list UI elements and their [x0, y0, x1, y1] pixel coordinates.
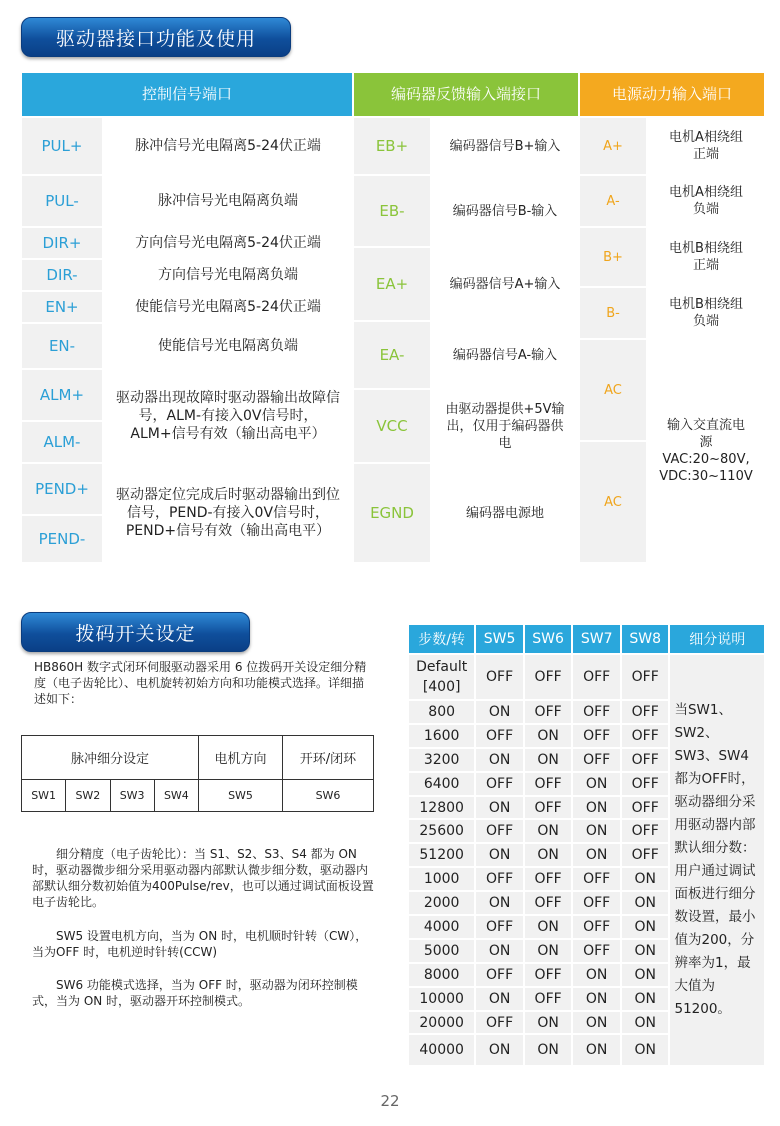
- control-signal-pend-plus: PEND+: [22, 464, 102, 514]
- dip-switch-cell: ON: [525, 844, 572, 866]
- dip-header-2: SW6: [525, 625, 572, 653]
- dip-steps-cell: 12800: [409, 797, 474, 819]
- dip-switch-cell: ON: [573, 797, 620, 819]
- header-encoder: 编码器反馈输入端接口: [354, 73, 578, 116]
- dip-switch-cell: ON: [525, 916, 572, 938]
- dip-switch-cell: ON: [476, 940, 523, 962]
- dip-switch-cell: ON: [622, 892, 669, 914]
- dip-switch-cell: ON: [573, 1035, 620, 1065]
- encoder-signal-ea-minus: EA-: [354, 322, 430, 388]
- dip-switch-cell: OFF: [622, 749, 669, 771]
- dip-switch-cell: OFF: [525, 964, 572, 986]
- control-signal-pul-plus: PUL+: [22, 118, 102, 174]
- dip-switch-cell: ON: [525, 749, 572, 771]
- dip-switch-cell: ON: [573, 773, 620, 795]
- dip-switch-cell: ON: [476, 797, 523, 819]
- control-signal-alm-minus: ALM-: [22, 422, 102, 462]
- dip-switch-cell: OFF: [525, 773, 572, 795]
- dip-steps-cell: 51200: [409, 844, 474, 866]
- dip-row: [409, 655, 764, 699]
- dip-steps-cell: Default [400]: [409, 655, 474, 699]
- control-desc-pul-plus: 脉冲信号光电隔离5-24伏正端: [104, 118, 352, 174]
- control-desc-pend: 驱动器定位完成后时驱动器输出到位信号，PEND-有接入0V信号时，PEND+信号有效（输出高电平）: [104, 464, 352, 562]
- dip-switch-cell: OFF: [573, 655, 620, 699]
- page-number: 22: [380, 1092, 400, 1110]
- dip-steps-cell: 5000: [409, 940, 474, 962]
- dip-switch-cell: ON: [622, 940, 669, 962]
- small-table-sw2: SW2: [66, 780, 110, 812]
- dip-note: 当SW1、SW2、SW3、SW4都为OFF时，驱动器细分采用驱动器内部默认细分数：用户通过调试面板进行细分数设置，最小值为200，分辨率为1，最大值为51200。: [670, 655, 764, 1065]
- dip-switch-cell: OFF: [573, 725, 620, 747]
- dip-switch-cell: OFF: [476, 964, 523, 986]
- header-motor-direction: 电机方向: [199, 736, 283, 780]
- dip-switch-cell: OFF: [525, 655, 572, 699]
- power-desc-ac-line2: VAC:20~80V,: [662, 452, 750, 467]
- dip-steps-cell: 1600: [409, 725, 474, 747]
- section-title-interface: 驱动器接口功能及使用: [21, 17, 291, 57]
- dip-switch-cell: ON: [525, 725, 572, 747]
- encoder-desc-ea-minus: 编码器信号A-输入: [432, 322, 578, 388]
- dip-steps-cell: 10000: [409, 988, 474, 1010]
- dip-steps-cell: 6400: [409, 773, 474, 795]
- dip-header-0: 步数/转: [409, 625, 474, 653]
- small-table-sw1: SW1: [22, 780, 66, 812]
- encoder-desc-eb-plus: 编码器信号B+输入: [432, 118, 578, 174]
- dip-switch-cell: ON: [573, 964, 620, 986]
- dip-switch-cell: OFF: [525, 701, 572, 723]
- control-desc-en-plus: 使能信号光电隔离5-24伏正端: [104, 292, 352, 322]
- power-signal-ac-2: AC: [580, 442, 646, 562]
- dip-switch-cell: ON: [573, 844, 620, 866]
- encoder-signal-ea-plus: EA+: [354, 248, 430, 320]
- dip-switch-cell: OFF: [476, 1012, 523, 1034]
- power-desc-b-plus: 电机B相绕组正端: [648, 228, 764, 286]
- control-signal-en-minus: EN-: [22, 324, 102, 368]
- dip-switch-cell: ON: [476, 892, 523, 914]
- dip-switch-cell: OFF: [525, 892, 572, 914]
- dip-switch-cell: ON: [476, 988, 523, 1010]
- header-micro-step: 脉冲细分设定: [22, 736, 199, 780]
- control-signal-en-plus: EN+: [22, 292, 102, 322]
- dip-switch-cell: OFF: [622, 797, 669, 819]
- intro-text: HB860H 数字式闭环伺服驱动器采用 6 位拨码开关设定细分精度（电子齿轮比）、电机旋转初始方向和功能模式选择。详细描述如下：: [34, 660, 367, 706]
- dip-steps-cell: 40000: [409, 1035, 474, 1065]
- control-signal-dir-minus: DIR-: [22, 260, 102, 290]
- header-control: 控制信号端口: [22, 73, 352, 116]
- encoder-signal-vcc: VCC: [354, 390, 430, 462]
- dip-switch-cell: OFF: [525, 797, 572, 819]
- dip-header-3: SW7: [573, 625, 620, 653]
- power-desc-ac-line3: VDC:30~110V: [659, 469, 753, 484]
- dip-switch-cell: OFF: [573, 749, 620, 771]
- control-signal-pend-minus: PEND-: [22, 516, 102, 562]
- dip-steps-cell: 4000: [409, 916, 474, 938]
- small-table-sw5: SW5: [199, 780, 283, 812]
- dip-steps-cell: 2000: [409, 892, 474, 914]
- dip-steps-cell: 25600: [409, 820, 474, 842]
- dip-switch-cell: OFF: [622, 655, 669, 699]
- control-signal-pul-minus: PUL-: [22, 176, 102, 226]
- dip-switch-cell: OFF: [476, 725, 523, 747]
- power-signal-a-plus: A+: [580, 118, 646, 174]
- power-desc-a-minus: 电机A相绕组负端: [648, 176, 764, 226]
- dip-switch-cell: ON: [476, 1035, 523, 1065]
- dip-switch-cell: OFF: [622, 844, 669, 866]
- power-desc-b-minus: 电机B相绕组负端: [648, 288, 764, 338]
- paragraph-loop-mode: SW6 功能模式选择，当为 OFF 时，驱动器为闭环控制模式，当为 ON 时，驱动器开环控制模式。: [32, 978, 358, 1008]
- control-signal-dir-plus: DIR+: [22, 228, 102, 258]
- dip-switch-cell: OFF: [476, 916, 523, 938]
- dip-switch-cell: OFF: [573, 916, 620, 938]
- dip-switch-cell: OFF: [622, 701, 669, 723]
- dip-switch-cell: ON: [476, 844, 523, 866]
- power-signal-a-minus: A-: [580, 176, 646, 226]
- dip-switch-cell: ON: [573, 820, 620, 842]
- dip-switch-cell: ON: [622, 988, 669, 1010]
- dip-switch-cell: OFF: [573, 892, 620, 914]
- power-desc-a-plus: 电机A相绕组正端: [648, 118, 764, 174]
- power-signal-b-plus: B+: [580, 228, 646, 286]
- dip-switch-cell: OFF: [476, 820, 523, 842]
- power-signal-b-minus: B-: [580, 288, 646, 338]
- dip-switch-cell: OFF: [573, 701, 620, 723]
- section-title-dip-switch: 拨码开关设定: [21, 612, 250, 652]
- control-desc-dir-minus: 方向信号光电隔离负端: [104, 260, 352, 290]
- dip-steps-cell: 20000: [409, 1012, 474, 1034]
- dip-steps-cell: 1000: [409, 868, 474, 890]
- control-desc-pul-minus: 脉冲信号光电隔离负端: [104, 176, 352, 226]
- dip-steps-cell: 8000: [409, 964, 474, 986]
- dip-switch-cell: ON: [622, 1012, 669, 1034]
- control-desc-alarm: 驱动器出现故障时驱动器输出故障信号，ALM-有接入0V信号时，ALM+信号有效（输出高电平）: [104, 370, 352, 462]
- dip-switch-cell: ON: [476, 749, 523, 771]
- dip-switch-cell: OFF: [476, 868, 523, 890]
- dip-steps-cell: 800: [409, 701, 474, 723]
- encoder-desc-egnd: 编码器电源地: [432, 464, 578, 562]
- paragraph-direction: SW5 设置电机方向，当为 ON 时，电机顺时针转（CW），当为OFF 时，电机逆时针转(CCW): [32, 929, 368, 959]
- dip-switch-cell: OFF: [476, 655, 523, 699]
- dip-header-4: SW8: [622, 625, 669, 653]
- dip-header-1: SW5: [476, 625, 523, 653]
- power-desc-ac: [648, 340, 764, 562]
- header-power: 电源动力输入端口: [580, 73, 764, 116]
- dip-switch-cell: OFF: [622, 725, 669, 747]
- control-desc-dir-plus: 方向信号光电隔离5-24伏正端: [104, 228, 352, 258]
- dip-switch-cell: ON: [525, 940, 572, 962]
- dip-switch-cell: OFF: [573, 868, 620, 890]
- small-table-sw3: SW3: [110, 780, 154, 812]
- power-signal-ac-1: AC: [580, 340, 646, 440]
- dip-switch-cell: ON: [622, 916, 669, 938]
- control-desc-en-minus: 使能信号光电隔离负端: [104, 324, 352, 368]
- dip-switch-cell: ON: [573, 988, 620, 1010]
- encoder-signal-eb-minus: EB-: [354, 176, 430, 246]
- dip-switch-cell: ON: [476, 701, 523, 723]
- dip-switch-cell: ON: [622, 868, 669, 890]
- header-loop-mode: 开环/闭环: [283, 736, 374, 780]
- paragraph-micro-step: 细分精度（电子齿轮比）：当 S1、S2、S3、S4 都为 ON 时，驱动器微步细分采用驱动器内部默认微步细分数，驱动器内部默认细分数初始值为400Pulse/rev，也可以通过调试面板设置电子齿轮比。: [32, 847, 374, 909]
- dip-switch-cell: ON: [525, 820, 572, 842]
- dip-switch-cell: OFF: [525, 988, 572, 1010]
- dip-steps-cell: 3200: [409, 749, 474, 771]
- encoder-desc-eb-minus: 编码器信号B-输入: [432, 176, 578, 246]
- encoder-desc-ea-plus: 编码器信号A+输入: [432, 248, 578, 320]
- dip-switch-table: [407, 623, 766, 1067]
- dip-switch-cell: OFF: [622, 820, 669, 842]
- dip-header-5: 细分说明: [670, 625, 764, 653]
- small-table-sw6: SW6: [283, 780, 374, 812]
- dip-switch-cell: ON: [573, 1012, 620, 1034]
- dip-switch-cell: OFF: [525, 868, 572, 890]
- dip-switch-cell: ON: [622, 1035, 669, 1065]
- encoder-signal-egnd: EGND: [354, 464, 430, 562]
- dip-switch-cell: OFF: [476, 773, 523, 795]
- dip-switch-cell: ON: [622, 964, 669, 986]
- encoder-desc-vcc: 由驱动器提供+5V输出，仅用于编码器供电: [432, 390, 578, 462]
- control-signal-alm-plus: ALM+: [22, 370, 102, 420]
- dip-switch-cell: ON: [525, 1012, 572, 1034]
- power-desc-ac-line1: 输入交直流电源: [666, 418, 745, 450]
- dip-switch-cell: OFF: [573, 940, 620, 962]
- small-table-sw4: SW4: [154, 780, 198, 812]
- switch-group-table: [21, 735, 374, 812]
- encoder-signal-eb-plus: EB+: [354, 118, 430, 174]
- dip-switch-cell: OFF: [622, 773, 669, 795]
- dip-switch-cell: ON: [525, 1035, 572, 1065]
